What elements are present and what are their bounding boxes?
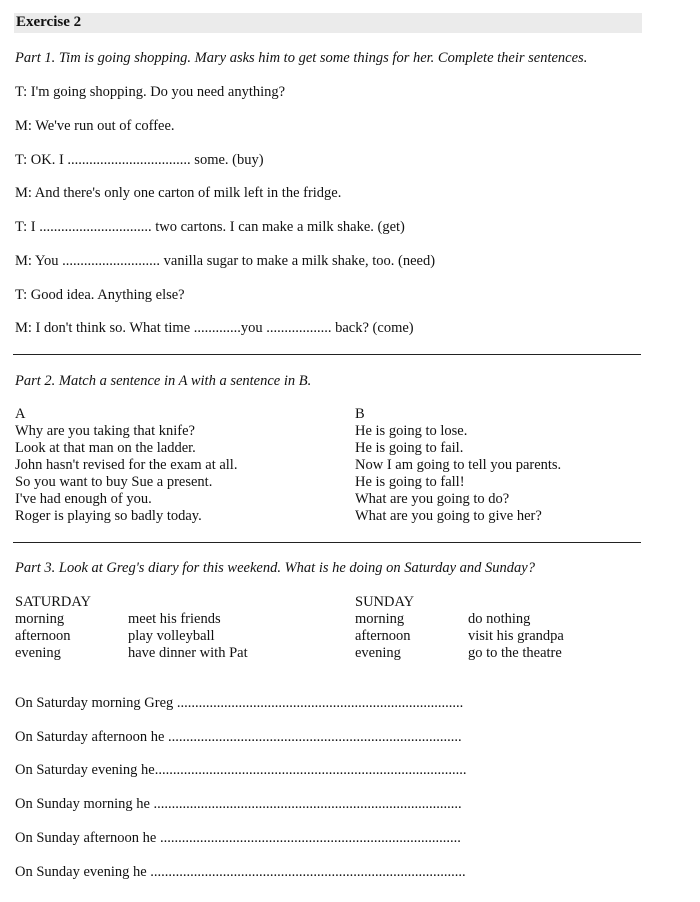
part3-instruction: Part 3. Look at Greg's diary for this weekend. What is he doing on Saturday and Sunday? [15,560,535,576]
column-b-header: B [355,406,365,422]
answer-line: On Sunday afternoon he ................................................................................... [15,830,461,846]
answer-line: On Saturday morning Greg ............................................................................... [15,695,464,711]
answer-line: On Saturday afternoon he ................................................................................. [15,729,462,745]
saturday-activities [128,611,248,662]
column-a-item: Why are you taking that knife? [15,423,195,439]
column-a-item: I've had enough of you. [15,491,152,507]
time-label: morning [355,611,405,627]
time-label: evening [15,645,61,661]
part1-instruction: Part 1. Tim is going shopping. Mary asks him to get some things for her. Complete their sentences. [15,50,588,66]
column-b-item: He is going to fall! [355,474,465,490]
activity: do nothing [468,611,531,627]
activity: visit his grandpa [468,628,564,644]
time-label: morning [15,611,65,627]
sunday-times [355,594,414,662]
column-a-item: So you want to buy Sue a present. [15,474,213,490]
column-a-header: A [15,406,26,422]
sunday-activities [468,611,564,662]
dialogue-line: T: Good idea. Anything else? [15,287,185,303]
answer-line: On Saturday evening he...................................................................................... [15,762,467,778]
dialogue-line: T: OK. I .................................. some. (buy) [15,152,264,168]
part2-instruction: Part 2. Match a sentence in A with a sentence in B. [15,373,312,389]
section-divider [13,354,641,355]
column-b-item: He is going to lose. [355,423,468,439]
column-b-item: What are you going to give her? [355,508,542,524]
dialogue-line: M: And there's only one carton of milk left in the fridge. [15,185,342,201]
time-label: afternoon [15,628,71,644]
column-a-item: John hasn't revised for the exam at all. [15,457,238,473]
answer-line: On Sunday morning he ..................................................................................... [15,796,462,812]
title-bar [14,13,642,33]
section-divider [13,542,641,543]
dialogue-line: T: I ............................... two cartons. I can make a milk shake. (get) [15,219,405,235]
time-label: afternoon [355,628,411,644]
activity: meet his friends [128,611,221,627]
column-a-item: Roger is playing so badly today. [15,508,202,524]
sunday-header: SUNDAY [355,594,415,610]
exercise-title: Exercise 2 [16,14,82,30]
dialogue-line: M: You ........................... vanilla sugar to make a milk shake, too. (need) [15,253,436,269]
column-b [355,406,561,525]
answer-line: On Sunday evening he ....................................................................................... [15,864,466,880]
saturday-times [15,594,91,662]
column-a-item: Look at that man on the ladder. [15,440,196,456]
activity: have dinner with Pat [128,645,248,661]
column-b-item: What are you going to do? [355,491,510,507]
column-b-item: Now I am going to tell you parents. [355,457,562,473]
column-a [15,406,237,525]
column-b-item: He is going to fail. [355,440,464,456]
time-label: evening [355,645,401,661]
saturday-header: SATURDAY [15,594,92,610]
dialogue-line: T: I'm going shopping. Do you need anything? [15,84,286,100]
dialogue-line: M: We've run out of coffee. [15,118,175,134]
activity: go to the theatre [468,645,562,661]
dialogue-line: M: I don't think so. What time .............you .................. back? (come) [15,320,414,336]
activity: play volleyball [128,628,215,644]
